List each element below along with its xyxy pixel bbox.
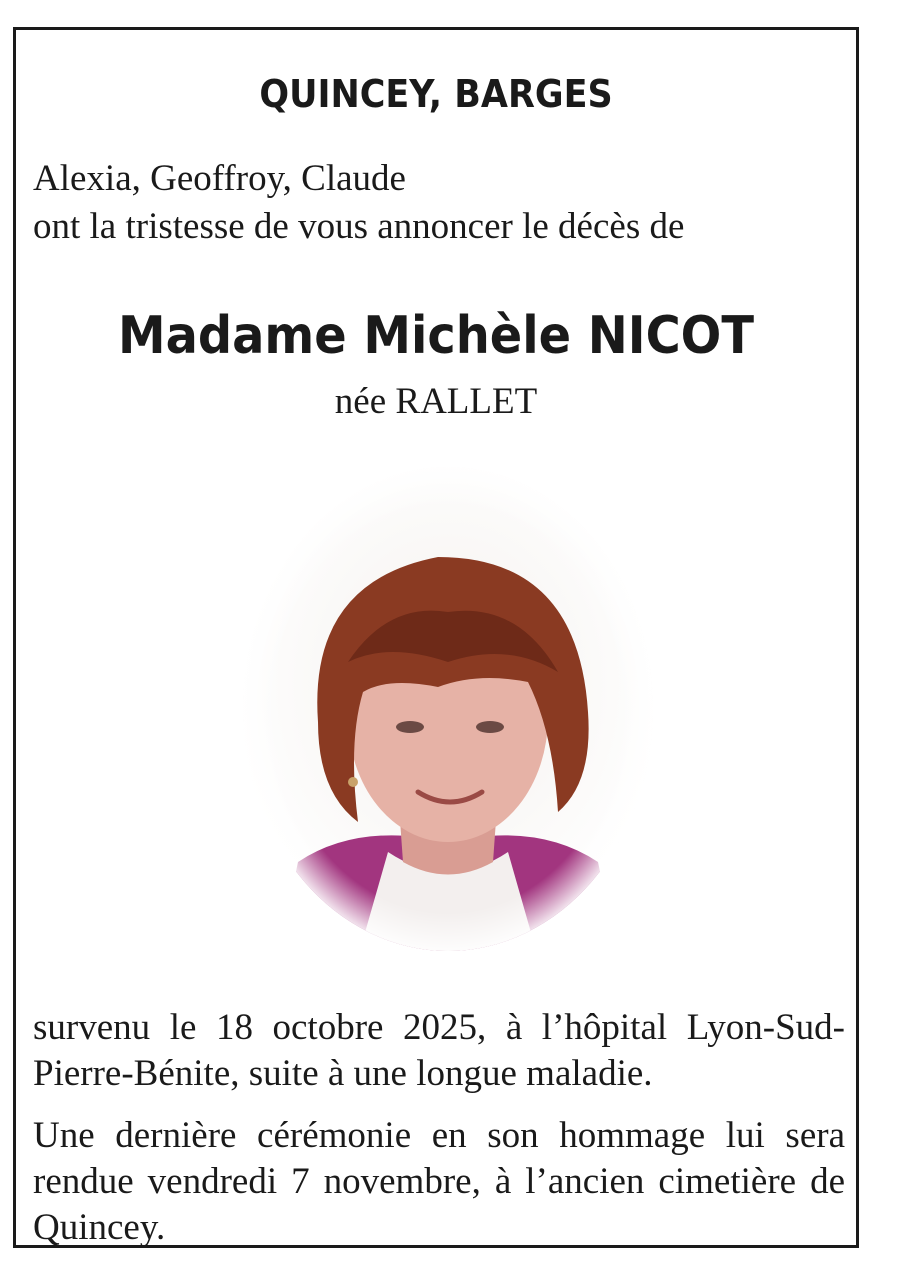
family-names: Alexia, Geoffroy, Claude	[33, 158, 406, 199]
circumstances-paragraph: survenu le 18 octobre 2025, à l’hôpital Lyon-Sud-Pierre-Bénite, suite à une longue maladie.	[33, 1007, 845, 1094]
obituary-notice	[13, 27, 859, 1248]
portrait-photo	[238, 462, 658, 957]
ceremony-paragraph: Une dernière cérémonie en son hommage lui sera rendue vendredi 7 novembre, à l’ancien cimetière de Quincey.	[33, 1115, 845, 1248]
announcement	[33, 155, 846, 251]
location-heading: QUINCEY, BARGES	[259, 72, 613, 116]
announcement-text: ont la tristesse de vous annoncer le décès de	[33, 206, 685, 247]
deceased-name: Madame Michèle NICOT	[117, 306, 754, 366]
maiden-name: née RALLET	[334, 381, 538, 422]
